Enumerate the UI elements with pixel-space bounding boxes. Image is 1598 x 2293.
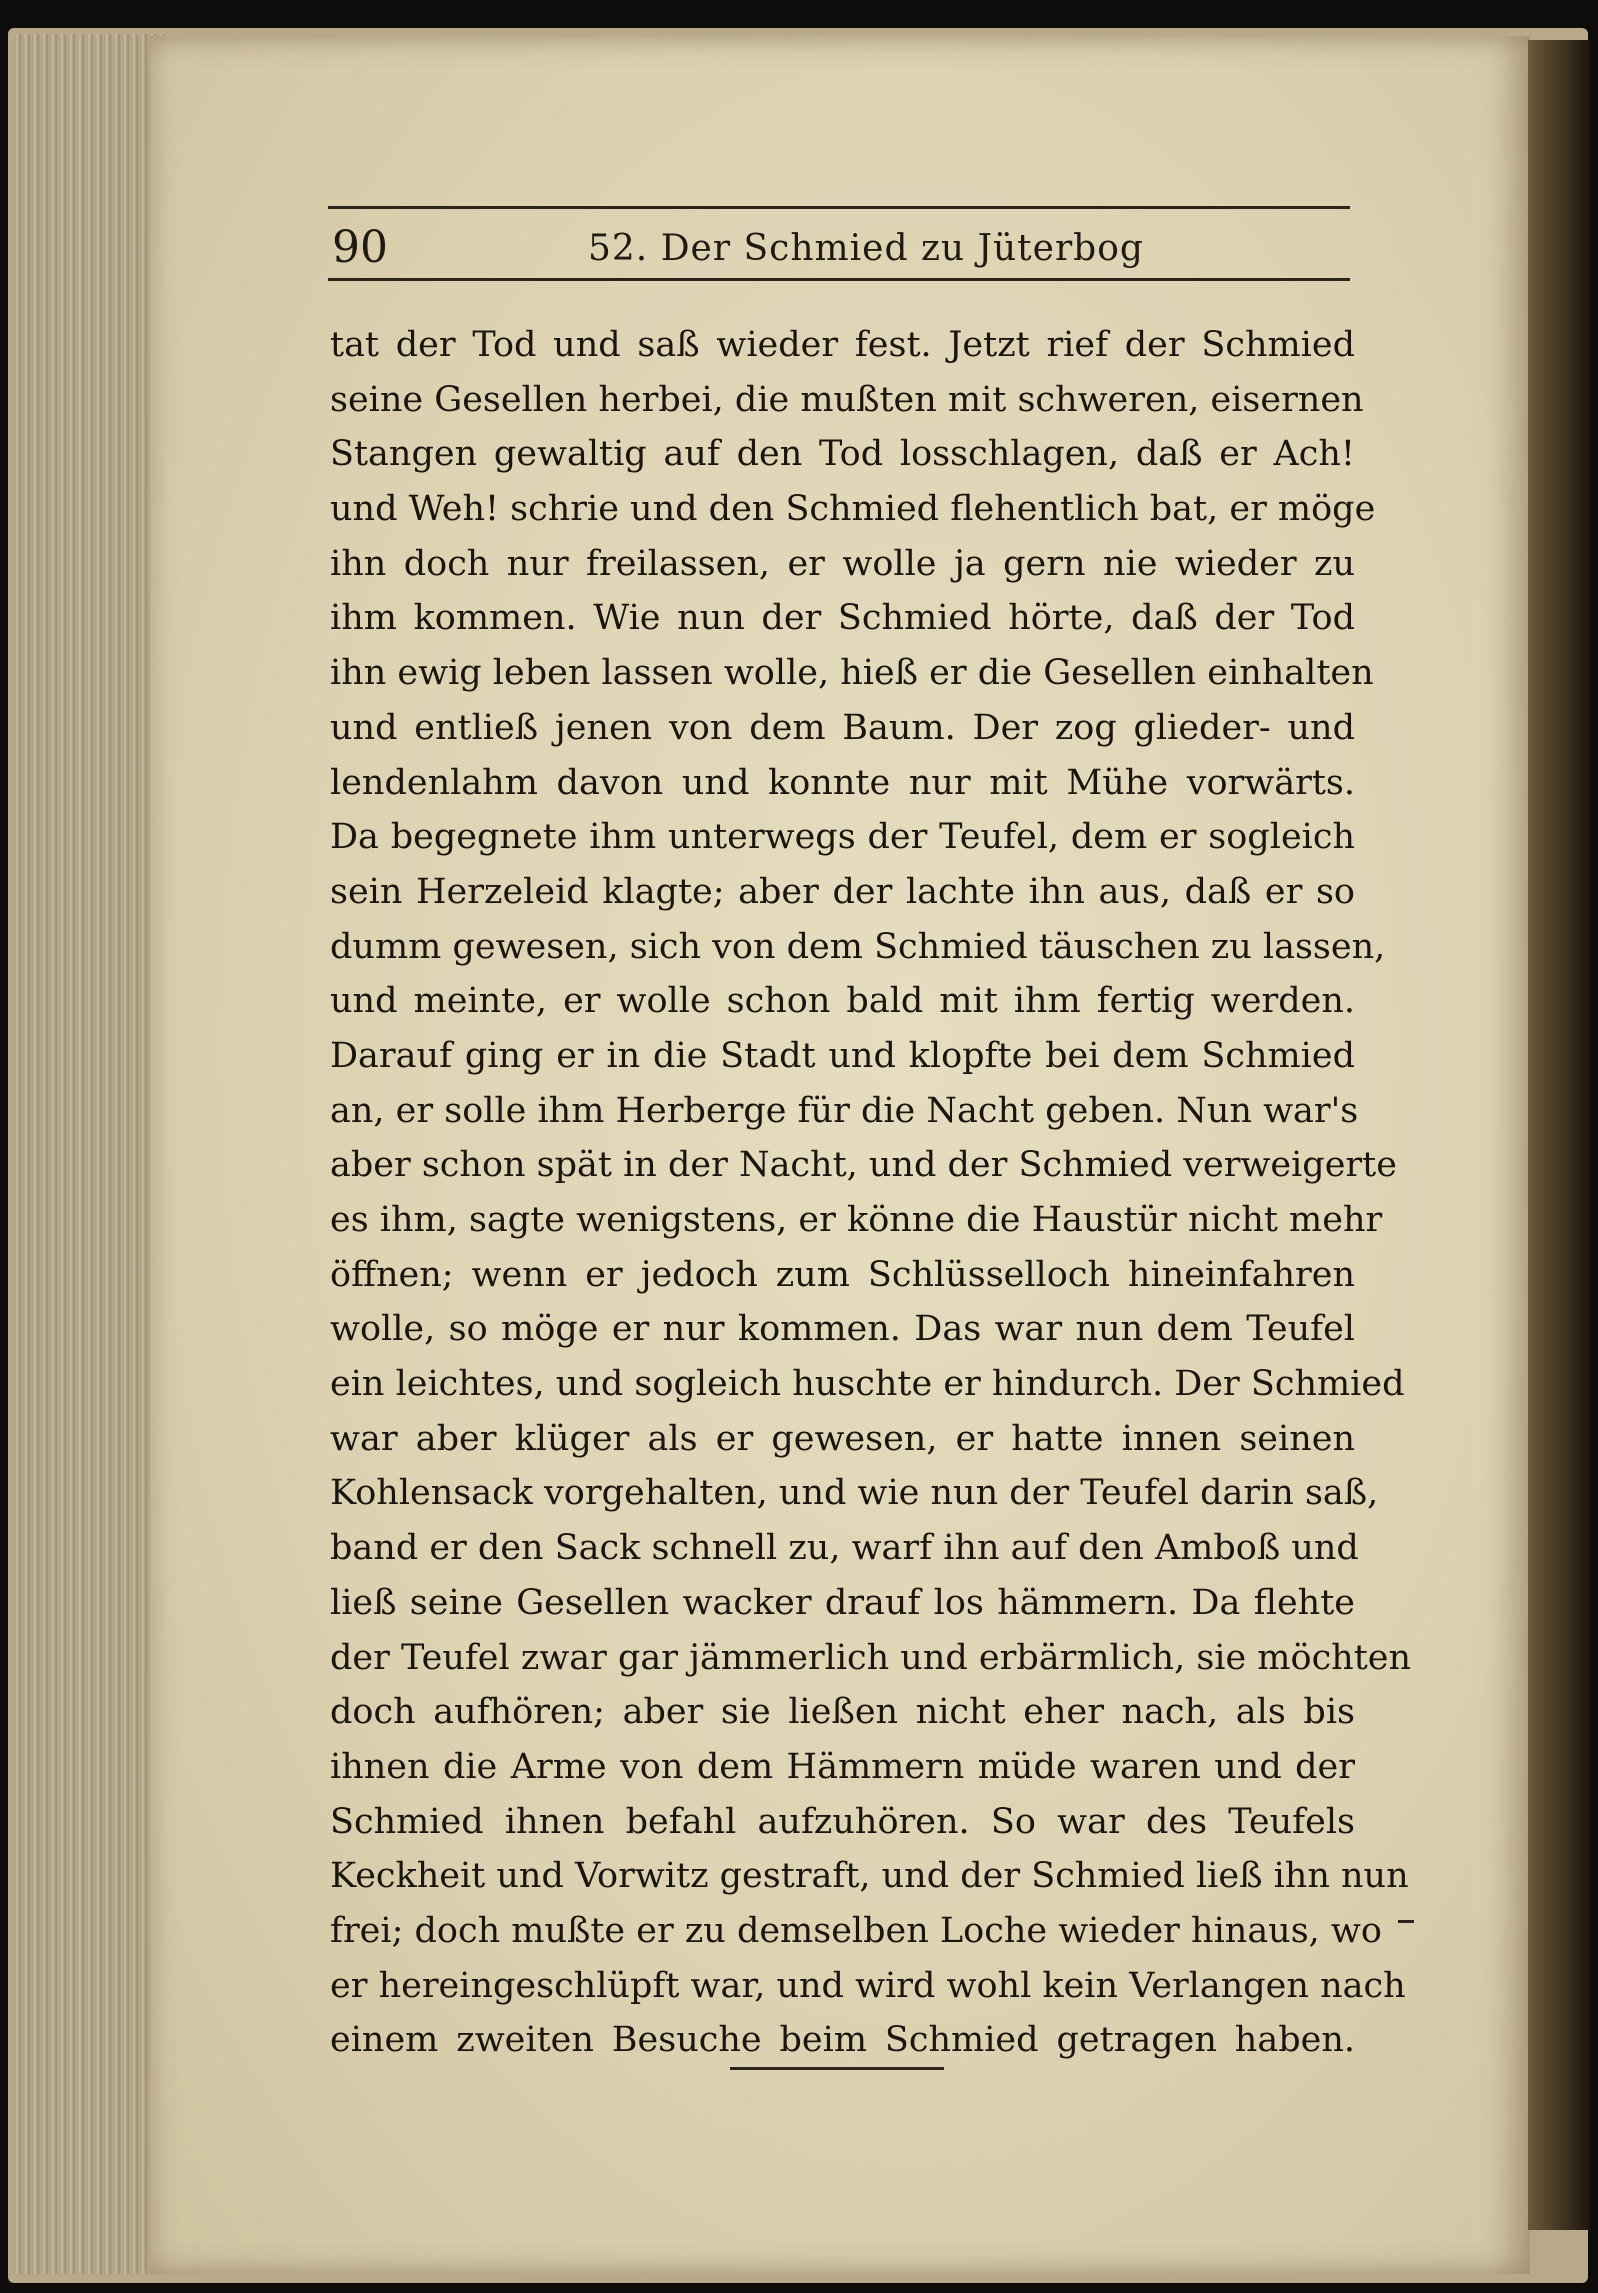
body-text [330,318,1412,2068]
text-line: Darauf ging er in die Stadt und klopfte bei dem Schmied [330,1035,1355,1076]
text-line: an, er solle ihm Herberge für die Nacht geben. Nun war's [330,1090,1359,1131]
running-head [330,218,1350,278]
text-line: und entließ jenen von dem Baum. Der zog glieder- und [330,707,1355,748]
header-bottom-rule [328,278,1350,281]
text-line: Kohlensack vorgehalten, und wie nun der Teufel darin saß, [330,1473,1379,1514]
text-line: er hereingeschlüpft war, und wird wohl kein Verlangen nach [330,1965,1406,2006]
text-line: doch aufhören; aber sie ließen nicht eher nach, als bis [330,1692,1355,1733]
text-line: sein Herzeleid klagte; aber der lachte ihn aus, daß er so [330,871,1355,912]
text-line: ihnen die Arme von dem Hämmern müde waren und der [330,1746,1355,1787]
text-line: tat der Tod und saß wieder fest. Jetzt rief der Schmied [330,325,1355,365]
margin-mark [1398,1920,1414,1923]
text-line: wolle, so möge er nur kommen. Das war nun dem Teufel [330,1309,1355,1350]
text-line: der Teufel zwar gar jämmerlich und erbärmlich, sie möchten [330,1637,1412,1678]
chapter-title: 52. Der Schmied zu Jüterbog [588,228,1144,269]
text-line: öffnen; wenn er jedoch zum Schlüsselloch hineinfahren [330,1254,1355,1295]
text-line: und Weh! schrie und den Schmied flehentlich bat, er möge [330,489,1376,530]
text-line: seine Gesellen herbei, die mußten mit schweren, eisernen [330,379,1364,420]
text-line: einem zweiten Besuche beim Schmied getragen haben. [330,2020,1355,2061]
page-edges [14,34,164,2274]
text-line: und meinte, er wolle schon bald mit ihm fertig werden. [330,981,1355,1022]
text-line: band er den Sack schnell zu, warf ihn auf den Amboß und [330,1528,1359,1569]
text-line: ein leichtes, und sogleich huschte er hindurch. Der Schmied [330,1364,1405,1405]
text-line: frei; doch mußte er zu demselben Loche wieder hinaus, wo [330,1910,1382,1951]
text-line: dumm gewesen, sich von dem Schmied täuschen zu lassen, [330,926,1386,967]
spine-shadow [1528,40,1590,2230]
text-line: ihn doch nur freilassen, er wolle ja gern nie wieder zu [330,543,1355,584]
text-line: ihm kommen. Wie nun der Schmied hörte, daß der Tod [330,598,1355,639]
text-line: Schmied ihnen befahl aufzuhören. So war des Teufels [330,1801,1355,1842]
page-number: 90 [332,222,388,273]
text-line: Da begegnete ihm unterwegs der Teufel, dem er sogleich [330,817,1355,858]
text-line: Keckheit und Vorwitz gestraft, und der Schmied ließ ihn nun [330,1856,1409,1897]
text-line: lendenlahm davon und konnte nur mit Mühe vorwärts. [330,762,1355,803]
text-line: aber schon spät in der Nacht, und der Schmied verweigerte [330,1145,1397,1186]
text-line: ließ seine Gesellen wacker drauf los hämmern. Da flehte [330,1582,1355,1623]
text-line: ihn ewig leben lassen wolle, hieß er die Gesellen einhalten [330,653,1374,694]
text-line: Stangen gewaltig auf den Tod losschlagen, daß er Ach! [330,434,1355,475]
end-rule [730,2067,944,2070]
text-line: war aber klüger als er gewesen, er hatte innen seinen [330,1418,1355,1459]
header-top-rule [328,206,1350,209]
text-line: es ihm, sagte wenigstens, er könne die Haustür nicht mehr [330,1200,1383,1240]
